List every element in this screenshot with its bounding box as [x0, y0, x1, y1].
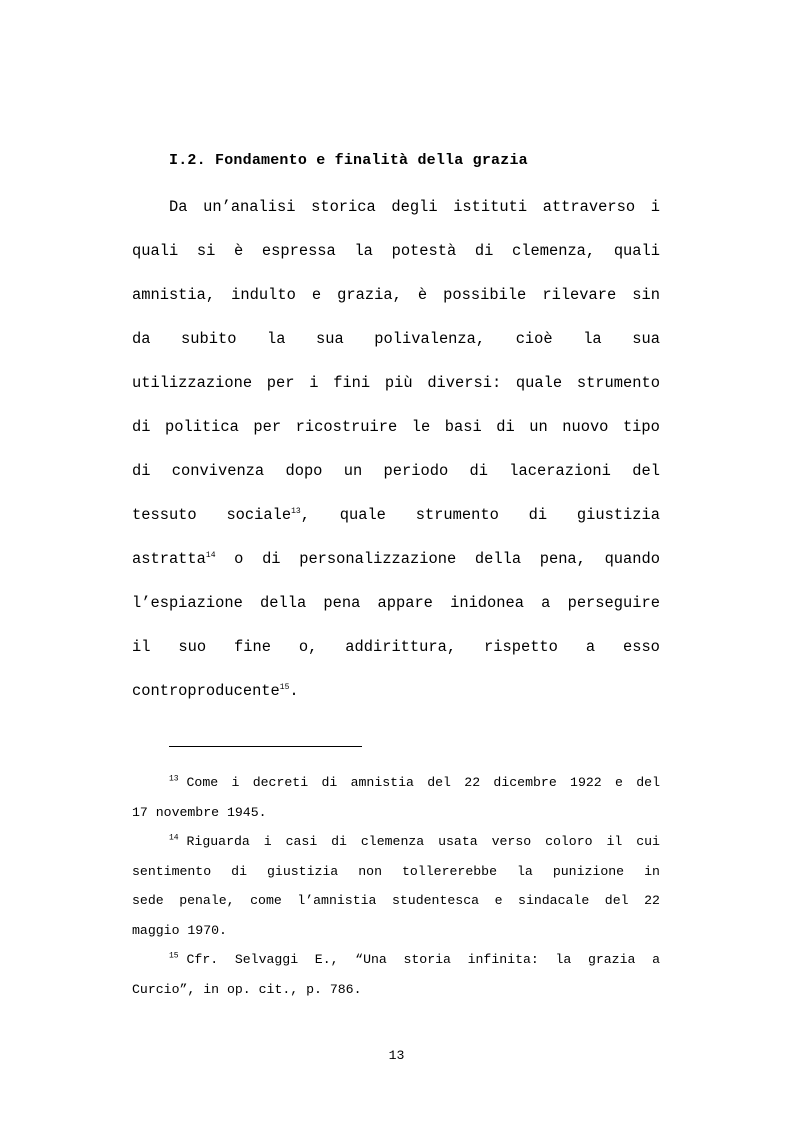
word: inidonea	[450, 594, 524, 612]
word: utilizzazione	[132, 374, 253, 392]
footnote-text: Curcio”, in op. cit., p. 786.	[132, 981, 362, 997]
word: il	[132, 638, 151, 656]
word: addirittura,	[345, 638, 457, 656]
word: la	[267, 330, 286, 348]
word: la	[517, 863, 533, 879]
word: da	[132, 330, 151, 348]
word: i	[231, 775, 240, 790]
word: basi	[444, 418, 482, 436]
footnote-line	[132, 945, 660, 975]
word: perseguire	[567, 594, 660, 612]
word: rilevare	[542, 286, 617, 304]
word: tollererebbe	[402, 863, 497, 879]
word: quali	[132, 242, 179, 260]
word: più	[384, 374, 413, 392]
word: strumento	[576, 374, 660, 392]
word: fini	[333, 374, 371, 392]
word: o,	[298, 638, 318, 656]
word: sociale$^{13}$,	[226, 506, 310, 524]
word: fine	[234, 638, 271, 656]
word: o	[234, 550, 244, 568]
word: clemenza,	[512, 242, 596, 260]
word: sua	[316, 330, 344, 348]
footnote-reference: 15	[279, 682, 290, 692]
footnote-number: 13	[169, 774, 179, 784]
word: quali	[613, 242, 660, 260]
word: sua	[632, 330, 660, 348]
body-line	[132, 372, 660, 416]
body-line	[132, 504, 660, 548]
page-number: 13	[388, 1048, 405, 1063]
word: attraverso	[542, 198, 636, 216]
word: le	[411, 418, 431, 436]
word: lacerazioni	[509, 462, 611, 480]
body-line	[132, 284, 660, 328]
word: del	[632, 462, 660, 480]
word: di	[321, 775, 338, 790]
word: indulto	[231, 286, 296, 304]
word: istituti	[453, 198, 528, 216]
word: 1922	[570, 775, 602, 790]
footnote-text: 17 novembre 1945.	[132, 804, 267, 820]
word: di	[474, 242, 494, 260]
body-line	[132, 416, 660, 460]
section-heading: I.2. Fondamento e finalità della grazia	[169, 152, 528, 169]
word: storica	[311, 198, 376, 216]
word: subito	[181, 330, 237, 348]
word: giustizia	[576, 506, 660, 524]
body-line	[132, 328, 660, 372]
word: pena,	[539, 550, 586, 568]
footnote-line	[132, 798, 660, 828]
word: sede	[132, 893, 164, 908]
footnote-number: 15	[169, 951, 179, 961]
word: di	[132, 462, 151, 480]
word: l’amnistia	[297, 893, 377, 908]
word: casi	[285, 834, 318, 849]
word: i	[650, 198, 660, 216]
word: in	[644, 863, 660, 879]
footnotes	[132, 768, 660, 1004]
footnote-line	[132, 975, 660, 1005]
word: nuovo	[562, 418, 609, 436]
word: è	[233, 242, 244, 260]
word: sin	[632, 286, 660, 304]
word: periodo	[383, 462, 449, 480]
body-line	[132, 680, 660, 724]
word: come	[250, 893, 282, 908]
word: 22	[644, 893, 660, 908]
word: astratta$^{14}$	[132, 550, 216, 568]
word: $^{13}$ Come	[169, 774, 219, 790]
word: E.,	[314, 952, 339, 967]
word: a	[585, 638, 596, 656]
word: suo	[178, 638, 207, 656]
footnote-text: maggio 1970.	[132, 922, 227, 938]
word: un	[343, 462, 363, 480]
word: e	[311, 286, 322, 304]
word: di	[496, 418, 515, 436]
word: esso	[622, 638, 660, 656]
footnote-separator	[169, 746, 362, 747]
word: usata	[438, 834, 478, 849]
word: non	[358, 863, 382, 879]
word: punizione	[552, 863, 625, 879]
word: polivalenza,	[374, 330, 486, 348]
word: clemenza	[360, 834, 425, 849]
word: degli	[391, 198, 438, 216]
word: di	[132, 418, 151, 436]
word: strumento	[415, 506, 499, 524]
word: tessuto	[132, 506, 197, 524]
word: possibile	[443, 286, 527, 304]
word: decreti	[252, 775, 309, 790]
word: sindacale	[518, 893, 590, 908]
word: per	[253, 418, 282, 436]
word: pena	[323, 594, 361, 612]
word: infinita:	[467, 952, 539, 967]
footnote-reference: 14	[205, 550, 216, 560]
footnote-reference: 13	[291, 506, 301, 516]
word: di	[528, 506, 548, 524]
footnote-line	[132, 827, 660, 857]
body-paragraph	[132, 196, 660, 724]
body-line	[132, 240, 660, 284]
word: cioè	[515, 330, 553, 348]
word: amnistia,	[132, 286, 216, 304]
word: cui	[636, 834, 660, 849]
word: grazia,	[337, 286, 402, 304]
word: politica	[165, 418, 239, 436]
word: $^{15}$ Cfr.	[169, 951, 219, 967]
word: per	[266, 374, 295, 392]
word: un	[529, 418, 548, 436]
word: quando	[604, 550, 660, 568]
word: della	[260, 594, 307, 612]
word: storia	[403, 952, 451, 967]
word: un’analisi	[203, 198, 296, 216]
word: Da	[169, 198, 188, 216]
word: amnistia	[350, 775, 414, 790]
word: a	[652, 952, 660, 967]
word: il	[606, 834, 623, 849]
word: e	[615, 775, 623, 790]
word: personalizzazione	[299, 550, 457, 568]
word: quale	[339, 506, 386, 524]
word: si	[196, 242, 216, 260]
footnote-number: 14	[169, 833, 179, 843]
word: 22	[464, 775, 481, 790]
footnote-line	[132, 857, 660, 887]
word: è	[417, 286, 428, 304]
word: di	[469, 462, 488, 480]
word: studentesca	[391, 893, 480, 908]
word: quale	[515, 374, 563, 392]
word: la	[555, 952, 572, 967]
word: espressa	[261, 242, 336, 260]
word: “Una	[355, 952, 387, 967]
word: penale,	[179, 893, 235, 908]
word: diversi:	[427, 374, 502, 392]
word: rispetto	[484, 638, 558, 656]
word: coloro	[545, 834, 593, 849]
body-line	[132, 592, 660, 636]
word: sentimento	[132, 863, 212, 879]
word: la	[583, 330, 602, 348]
word: a	[541, 594, 551, 612]
body-line	[132, 460, 660, 504]
body-line	[132, 196, 660, 240]
word: giustizia	[267, 863, 339, 879]
word: potestà	[391, 242, 457, 260]
word: i	[309, 374, 319, 392]
word: di	[262, 550, 281, 568]
footnote-line	[132, 916, 660, 946]
footnote-line	[132, 886, 660, 916]
word: dopo	[285, 462, 323, 480]
word: Selvaggi	[234, 952, 299, 967]
word: della	[474, 550, 522, 568]
word: controproducente$^{15}$.	[132, 682, 299, 700]
body-line	[132, 636, 660, 680]
word: $^{14}$ Riguarda	[169, 833, 250, 849]
word: tipo	[622, 418, 660, 436]
word: di	[331, 834, 347, 849]
word: convivenza	[171, 462, 265, 480]
word: del	[636, 775, 660, 790]
word: del	[604, 893, 629, 908]
word: ricostruire	[295, 418, 398, 436]
footnote-line	[132, 768, 660, 798]
word: del	[427, 775, 451, 790]
word: appare	[377, 594, 433, 612]
word: di	[231, 863, 247, 879]
word: grazia	[587, 952, 636, 967]
word: i	[263, 834, 272, 849]
body-line	[132, 548, 660, 592]
word: l’espiazione	[132, 594, 243, 612]
word: dicembre	[493, 775, 557, 790]
word: verso	[491, 834, 532, 849]
word: la	[354, 242, 373, 260]
word: e	[494, 893, 503, 908]
